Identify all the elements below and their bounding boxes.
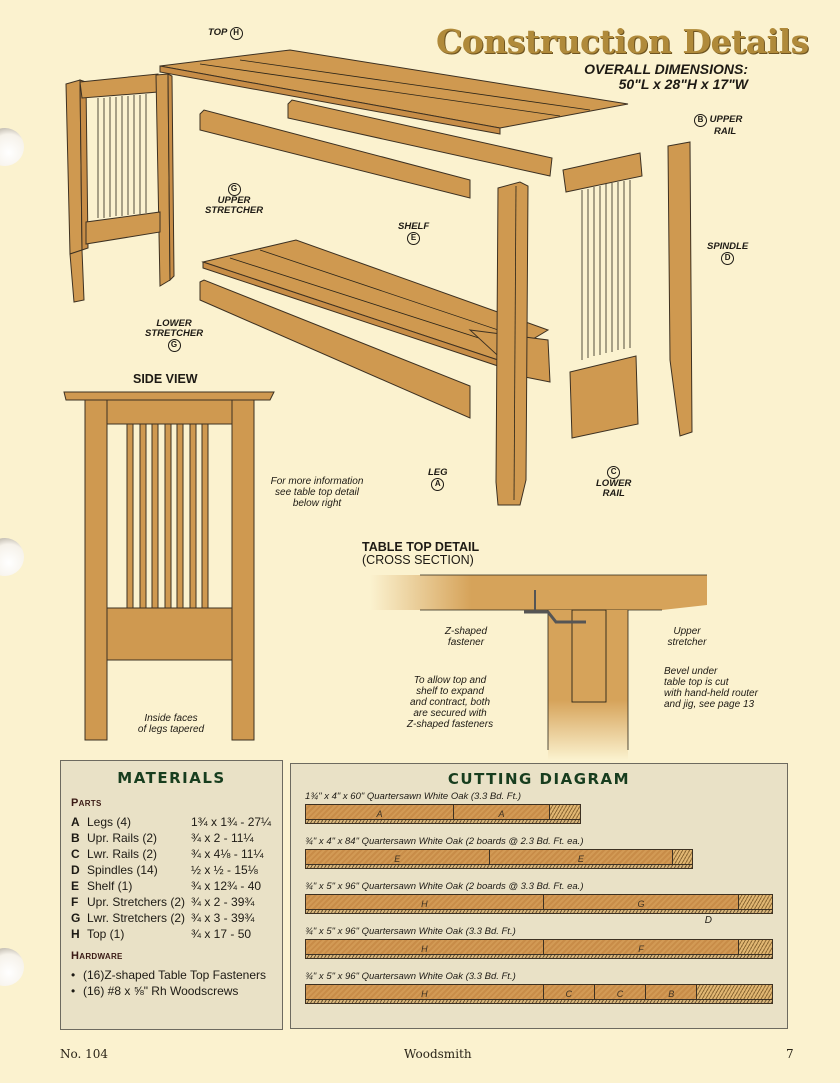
board-caption: ¾" x 5" x 96" Quartersawn White Oak (3.3 Bd. Ft.) bbox=[305, 926, 516, 937]
materials-title: MATERIALS bbox=[117, 769, 226, 787]
bevel-note: Bevel under table top is cut with hand-held router and jig, see page 13 bbox=[664, 666, 758, 710]
magazine-name: Woodsmith bbox=[404, 1047, 472, 1061]
parts-heading: Parts bbox=[71, 797, 102, 809]
board bbox=[305, 804, 581, 824]
board bbox=[305, 984, 773, 1004]
part-row bbox=[71, 878, 272, 894]
part-letter: G bbox=[71, 911, 81, 925]
board-segment: E bbox=[306, 850, 490, 868]
board-caption: ¾" x 5" x 96" Quartersawn White Oak (2 boards @ 3.3 Bd. Ft. ea.) bbox=[305, 881, 584, 892]
more-info-note: For more information see table top detail below right bbox=[270, 476, 364, 509]
bullet-icon: • bbox=[71, 984, 76, 998]
board-edge bbox=[306, 954, 772, 958]
board-edge bbox=[306, 909, 772, 913]
part-row bbox=[71, 814, 272, 830]
part-letter: C bbox=[71, 847, 80, 861]
table-top-cross-section bbox=[370, 575, 707, 760]
board-segment: H bbox=[306, 940, 544, 958]
board bbox=[305, 849, 693, 869]
parts-list bbox=[71, 814, 272, 942]
materials-panel bbox=[60, 760, 283, 1030]
part-row bbox=[71, 910, 272, 926]
cutting-diagram-title: CUTTING DIAGRAM bbox=[447, 770, 631, 788]
side-view-drawing bbox=[64, 392, 274, 740]
board-edge bbox=[306, 864, 692, 868]
board-segment: H bbox=[306, 895, 544, 913]
board-segment: F bbox=[544, 940, 740, 958]
board bbox=[305, 939, 773, 959]
part-dimensions: 1¾ x 1¾ - 27¼ bbox=[191, 815, 272, 829]
label-lower-rail: C LOWER RAIL bbox=[596, 467, 632, 499]
part-row bbox=[71, 846, 272, 862]
binder-hole bbox=[0, 948, 24, 986]
part-row bbox=[71, 862, 272, 878]
expand-note: To allow top and shelf to expand and contract, both are secured with Z-shaped fasteners bbox=[406, 675, 494, 730]
part-dimensions: ¾ x 12¾ - 40 bbox=[191, 879, 262, 893]
board-segment: H bbox=[306, 985, 544, 1003]
side-view-heading: SIDE VIEW bbox=[133, 372, 198, 386]
part-name: Upr. Stretchers (2) bbox=[87, 895, 186, 909]
part-name: Legs (4) bbox=[87, 815, 132, 829]
issue-number: No. 104 bbox=[60, 1047, 109, 1061]
hardware-item: • (16) #8 x ⅝" Rh Woodscrews bbox=[71, 984, 239, 998]
label-upper-rail: B UPPER RAIL bbox=[694, 114, 742, 137]
board-segment: B bbox=[646, 985, 697, 1003]
part-callout-circle: H bbox=[230, 27, 243, 40]
part-name: Lwr. Stretchers (2) bbox=[87, 911, 186, 925]
page-number: 7 bbox=[786, 1047, 794, 1061]
part-letter: F bbox=[71, 895, 79, 909]
part-dimensions: ½ x ½ - 15⅛ bbox=[191, 863, 258, 877]
hardware-item: • (16)Z-shaped Table Top Fasteners bbox=[71, 968, 266, 982]
part-dimensions: ¾ x 3 - 39¾ bbox=[191, 911, 255, 925]
board bbox=[305, 894, 773, 926]
part-row bbox=[71, 830, 272, 846]
board-edge bbox=[306, 819, 580, 823]
fastener-label: Z-shaped fastener bbox=[444, 626, 488, 648]
part-row bbox=[71, 894, 272, 910]
board-segment: C bbox=[595, 985, 646, 1003]
part-name: Top (1) bbox=[87, 927, 125, 941]
part-letter: E bbox=[71, 879, 80, 893]
label-top: TOP H bbox=[208, 27, 243, 40]
upper-stretcher-label: Upper stretcher bbox=[667, 626, 707, 648]
part-row bbox=[71, 926, 272, 942]
label-upper-stretcher: G UPPER STRETCHER bbox=[205, 184, 264, 216]
board-segment: G bbox=[544, 895, 740, 913]
label-shelf: SHELF E bbox=[398, 222, 429, 245]
end-assembly-drawing bbox=[66, 74, 174, 302]
part-dimensions: ¾ x 4⅛ - 11¼ bbox=[191, 847, 264, 861]
table-top-piece bbox=[160, 50, 628, 128]
board-caption: 1¾" x 4" x 60" Quartersawn White Oak (3.3 Bd. Ft.) bbox=[305, 791, 522, 802]
part-name: Spindles (14) bbox=[87, 863, 158, 877]
part-letter: D bbox=[71, 863, 80, 877]
table-top-detail-heading: TABLE TOP DETAIL (CROSS SECTION) bbox=[362, 540, 480, 567]
board-edge bbox=[306, 999, 772, 1003]
tapered-note: Inside faces of legs tapered bbox=[137, 713, 205, 735]
board-segment: A bbox=[454, 805, 550, 823]
hardware-list bbox=[71, 967, 272, 999]
cutting-diagram-panel bbox=[290, 763, 788, 1029]
bullet-icon: • bbox=[71, 968, 76, 982]
boards-list bbox=[305, 791, 773, 1004]
part-name: Shelf (1) bbox=[87, 879, 133, 893]
part-name: Lwr. Rails (2) bbox=[87, 847, 158, 861]
part-letter: H bbox=[71, 927, 80, 941]
part-letter: B bbox=[71, 831, 80, 845]
spindle-callout: D bbox=[704, 915, 712, 926]
label-leg: LEG A bbox=[428, 468, 448, 491]
page-title: Construction Details bbox=[436, 22, 809, 61]
part-letter: A bbox=[71, 815, 80, 829]
overall-dimensions: OVERALL DIMENSIONS: 50"L x 28"H x 17"W bbox=[584, 61, 748, 92]
board-caption: ¾" x 4" x 84" Quartersawn White Oak (2 boards @ 2.3 Bd. Ft. ea.) bbox=[305, 836, 584, 847]
board-segment: A bbox=[306, 805, 454, 823]
board-segment: E bbox=[490, 850, 674, 868]
hardware-heading: Hardware bbox=[71, 950, 123, 962]
label-lower-stretcher: LOWER STRETCHER G bbox=[145, 319, 203, 352]
board-caption: ¾" x 5" x 96" Quartersawn White Oak (3.3 Bd. Ft.) bbox=[305, 971, 516, 982]
part-dimensions: ¾ x 2 - 11¼ bbox=[191, 831, 254, 845]
part-dimensions: ¾ x 17 - 50 bbox=[191, 927, 252, 941]
part-dimensions: ¾ x 2 - 39¾ bbox=[191, 895, 255, 909]
part-name: Upr. Rails (2) bbox=[87, 831, 158, 845]
label-spindle: SPINDLE D bbox=[707, 242, 748, 265]
board-segment: C bbox=[544, 985, 595, 1003]
